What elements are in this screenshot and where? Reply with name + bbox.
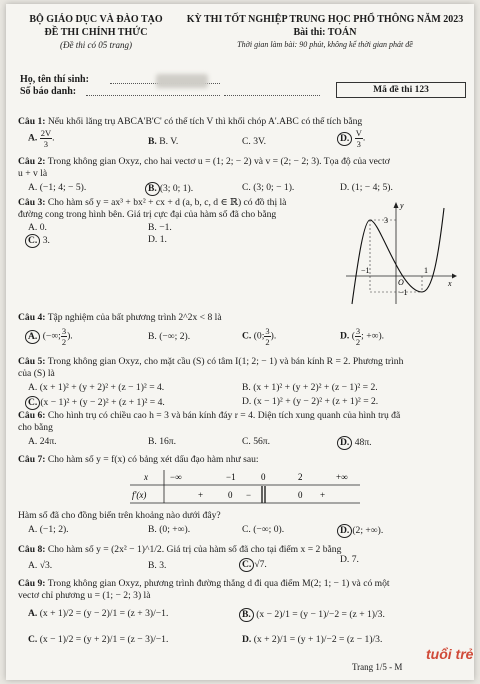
q3-option-c: C. 3. — [28, 234, 50, 248]
q5-option-c: C. (x − 1)² + (y − 2)² + (z + 1)² = 4. — [28, 396, 165, 410]
table-sign-3: − — [246, 490, 252, 500]
graph-y-axis-label: y — [400, 201, 404, 210]
q7-text: Câu 7: Cho hàm số y = f(x) có bảng xét dấu đạo hàm như sau: — [18, 454, 259, 465]
table-sign-5: + — [320, 490, 326, 500]
graph-x-axis-label: x — [448, 279, 452, 288]
q3-option-d: D. 1. — [148, 234, 167, 245]
q2-option-a: A. (−1; 4; − 5). — [28, 182, 87, 193]
q2-option-b: B. (3; 0; 1). — [148, 182, 193, 196]
q3-cubic-graph — [340, 200, 460, 310]
name-label: Họ, tên thí sinh: — [20, 74, 89, 85]
redacted-blur — [156, 74, 208, 88]
tuoi-tre-logo: tuổi trẻ — [426, 646, 474, 662]
exam-time: Thời gian làm bài: 90 phút, không kể thời gian phát đề — [237, 40, 413, 49]
q9-text: Câu 9: Trong không gian Oxyz, phương trình đường thẳng d đi qua điểm M(2; 1; − 1) và có một — [18, 578, 390, 589]
id-label: Số báo danh: — [20, 86, 77, 97]
table-fprime-header: f'(x) — [132, 490, 147, 500]
table-x-pos-inf: +∞ — [336, 472, 348, 482]
q6-option-d: D. 48π. — [340, 436, 372, 450]
q2-text: Câu 2: Trong không gian Oxyz, cho hai vectơ u = (1; 2; − 2) và v = (2; − 2; 3). Tọa độ của vectơ — [18, 156, 390, 167]
ministry-title: BỘ GIÁO DỤC VÀ ĐÀO TẠO — [29, 14, 163, 25]
table-sign-4: 0 — [298, 490, 303, 500]
official-label: ĐỀ THI CHÍNH THỨC — [44, 27, 148, 38]
q4-option-b: B. (−∞; 2). — [148, 331, 191, 342]
q3-text: Câu 3: Cho hàm số y = ax³ + bx² + cx + d (a, b, c, d ∈ ℝ) có đồ thị là — [18, 197, 287, 208]
q5-option-d: D. (x − 1)² + (y − 2)² + (z + 1)² = 2. — [242, 396, 379, 407]
q5-option-b: B. (x + 1)² + (y + 2)² + (z − 1)² = 2. — [242, 382, 378, 393]
q9-text2: vectơ chỉ phương u = (1; − 2; 3) là — [18, 590, 151, 601]
q2-option-c: C. (3; 0; − 1). — [242, 182, 295, 193]
graph-origin: O — [398, 278, 404, 287]
q6-text: Câu 6: Cho hình trụ có chiều cao h = 3 và bán kính đáy r = 4. Diện tích xung quanh của hình trụ đã — [18, 410, 401, 421]
q5-text2: của (S) là — [18, 368, 55, 379]
q3-option-a: A. 0. — [28, 222, 47, 233]
q9-option-d: D. (x + 2)/1 = (y + 1)/−2 = (z − 1)/3. — [242, 634, 383, 645]
q7-option-c: C. (−∞; 0). — [242, 524, 285, 535]
graph-x-left: −1 — [361, 266, 370, 275]
q1-option-c: C. 3V. — [242, 136, 267, 147]
q4-option-c: C. (0; $\frac{3}{2}$ ). — [242, 326, 277, 347]
q6-option-a: A. 24π. — [28, 436, 57, 447]
exam-code-box: Mã đề thi 123 — [336, 82, 466, 98]
table-x-2: 2 — [298, 472, 303, 482]
q3-option-b: B. −1. — [148, 222, 172, 233]
table-x-header: x — [144, 472, 148, 482]
q9-option-a: A. (x + 1)/2 = (y − 2)/1 = (z + 3)/−1. — [28, 608, 169, 619]
q1-option-a: A. $\frac{2V}{3}$ . — [28, 128, 55, 149]
q9-option-c: C. (x − 1)/2 = (y + 2)/1 = (z − 3)/−1. — [28, 634, 169, 645]
graph-x-right: 1 — [424, 266, 428, 275]
table-x-0: 0 — [261, 472, 266, 482]
q4-text: Câu 4: Tập nghiệm của bất phương trình 2^2x < 8 là — [18, 312, 222, 323]
q6-option-b: B. 16π. — [148, 436, 177, 447]
q3-text2: đường cong trong hình bên. Giá trị cực đại của hàm số đã cho bằng — [18, 209, 277, 220]
q8-option-a: A. √3. — [28, 560, 53, 571]
q4-option-d: D. ( $\frac{3}{2}$ ; +∞). — [340, 326, 385, 347]
graph-y-bot: −1 — [399, 288, 408, 297]
q8-text: Câu 8: Cho hàm số y = (2x² − 1)^1/2. Giá trị của hàm số đã cho tại điểm x = 2 bằng — [18, 544, 342, 555]
page-count: (Đề thi có 05 trang) — [60, 40, 132, 50]
q1-text: Câu 1: Nếu khối lăng trụ ABCA'B'C' có thể tích V thì khối chóp A'.ABC có thể tích bằng — [18, 116, 363, 127]
q8-option-c: C. √7. — [242, 558, 267, 572]
q5-option-a: A. (x + 1)² + (y + 2)² + (z − 1)² = 4. — [28, 382, 165, 393]
q6-text2: cho bằng — [18, 422, 53, 433]
q6-option-c: C. 56π. — [242, 436, 271, 447]
page-number: Trang 1/5 - M — [352, 662, 403, 672]
signature-dots — [224, 95, 320, 96]
q7-text2: Hàm số đã cho đồng biến trên khoảng nào dưới đây? — [18, 510, 221, 521]
q2-option-d: D. (1; − 4; 5). — [340, 182, 393, 193]
table-x-neg-inf: −∞ — [170, 472, 182, 482]
q1-option-b: B. B. V. — [148, 136, 179, 147]
table-sign-2: 0 — [228, 490, 233, 500]
q8-option-d: D. 7. — [340, 554, 359, 565]
q2-text2: u + v là — [18, 168, 48, 179]
q8-option-b: B. 3. — [148, 560, 167, 571]
q1-option-d: D. $\frac{V}{3}$ . — [340, 128, 365, 149]
q7-option-b: B. (0; +∞). — [148, 524, 191, 535]
q5-text: Câu 5: Trong không gian Oxyz, cho mặt cầu (S) có tâm I(1; 2; − 1) và bán kính R = 2. Phương trình — [18, 356, 404, 367]
q9-option-b: B. (x − 2)/1 = (y − 1)/−2 = (z + 1)/3. — [242, 608, 385, 622]
q7-option-a: A. (−1; 2). — [28, 524, 69, 535]
table-x-minus1: −1 — [226, 472, 236, 482]
subject: Bài thi: TOÁN — [293, 27, 357, 38]
id-dots — [86, 95, 220, 96]
q7-option-d: D. (2; +∞). — [340, 524, 383, 538]
table-sign-1: + — [198, 490, 204, 500]
q4-option-a: A. (−∞; $\frac{3}{2}$ ). — [28, 326, 73, 347]
exam-title: KỲ THI TỐT NGHIỆP TRUNG HỌC PHỔ THÔNG NĂM 2023 — [186, 14, 464, 25]
q7-sign-table — [130, 468, 360, 504]
exam-paper — [6, 4, 474, 680]
graph-y-top: 3 — [384, 216, 388, 225]
